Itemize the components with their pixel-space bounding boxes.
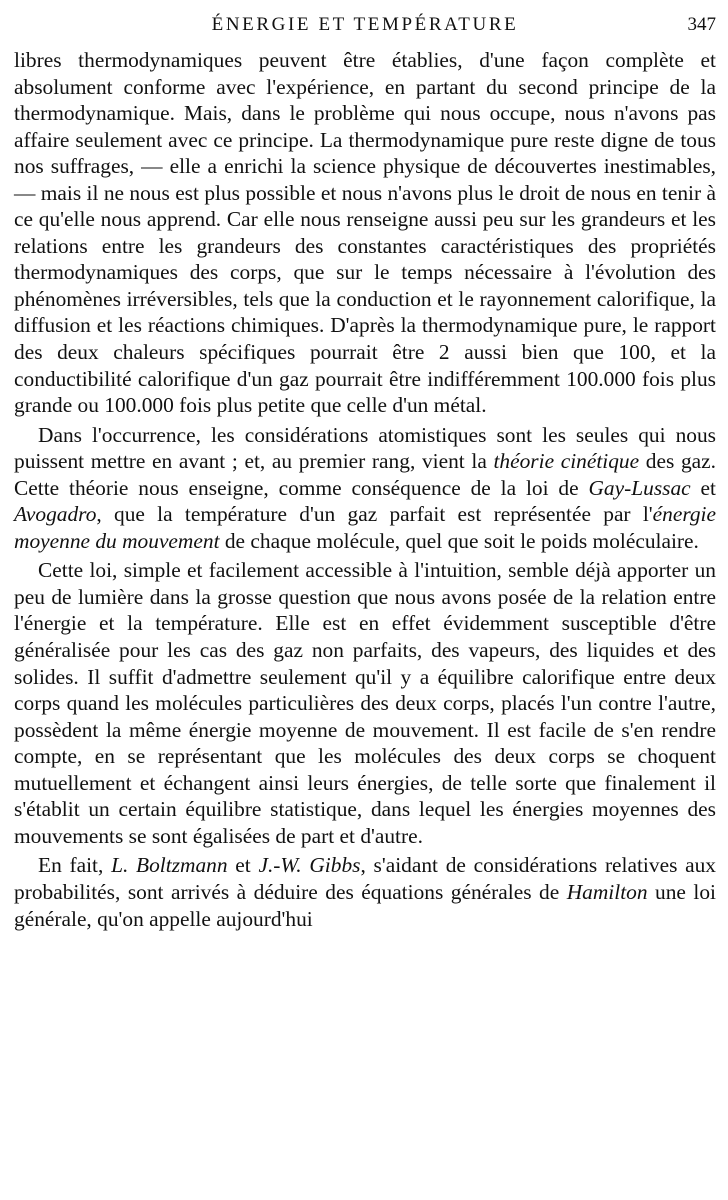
text-span: , s'aidant de considérations relatives aux probabilités, sont arrivés à déduire des équations générales de	[14, 853, 717, 904]
paragraph-equilibrium	[14, 557, 716, 849]
author-name: Gay-Lussac	[588, 475, 691, 500]
author-name: Hamilton	[566, 879, 648, 904]
body-text	[14, 47, 716, 932]
text-span: En fait,	[38, 853, 112, 878]
text-span: libres thermodynamiques peuvent être établies, d'une façon complète et absolument conforme avec l'expérience, en partant du second principe de la thermodynamique. Mais, dans le problème qui nous occupe, nous n'avons pas affaire seulement avec ce principe. La thermodynamique pure reste digne de tous nos suffrages, — elle a enrichi la science physique de découvertes inestimables, — mais il ne nous est plus possible et nous n'avons plus le droit de nous en tenir à ce qu'elle nous apprend. Car elle nous renseigne aussi peu sur les grandeurs et les relations entre les grandeurs des constantes caractéristiques des propriétés thermodynamiques des corps, que sur le temps nécessaire à l'évolution des phénomènes irréversibles, tels que la conduction et le rayonnement calorifique, la diffusion et les réactions chimiques. D'après la thermodynamique pure, le rapport des deux chaleurs spécifiques pourrait être 2 aussi bien que 100, et la conductibilité calorifique d'un gaz pourrait être indifféremment 100.000 fois plus grande ou 100.000 fois plus petite que celle d'un métal.	[14, 48, 716, 418]
text-span: de chaque molécule, quel que soit le poids moléculaire.	[219, 528, 699, 553]
paragraph-continued	[14, 47, 716, 419]
paragraph-boltzmann-gibbs	[14, 852, 716, 932]
book-page	[14, 0, 716, 1200]
text-span: une loi générale, qu'on appelle aujourd'hui	[14, 879, 716, 931]
page-number: 347	[687, 14, 716, 35]
author-name: L. Boltzmann	[111, 853, 228, 878]
italic-term: théorie cinétique	[493, 449, 640, 474]
paragraph-atomistic-theory	[14, 422, 716, 555]
text-span: Dans l'occurrence, les considérations atomistiques sont les seules qui nous puissent mettre en avant ; et, au premier rang, vient la	[14, 422, 716, 474]
italic-term: énergie moyenne du mouvement	[14, 502, 716, 553]
author-name: J.-W. Gibbs	[258, 853, 361, 878]
author-name: Avogadro	[14, 502, 97, 527]
text-span: , que la température d'un gaz parfait est représentée par l'	[96, 502, 653, 527]
running-title: ÉNERGIE ET TEMPÉRATURE	[211, 14, 519, 35]
text-span: des gaz. Cette théorie nous enseigne, comme conséquence de la loi de	[14, 449, 716, 500]
page-header	[14, 0, 716, 40]
text-span: Cette loi, simple et facilement accessible à l'intuition, semble déjà apporter un peu de lumière dans la grosse question que nous avons posée de la relation entre l'énergie et la température. Elle est en effet évidemment susceptible d'être généralisée pour les cas des gaz non parfaits, des vapeurs, des liquides et des solides. Il suffit d'admettre seulement qu'il y a équilibre calorifique entre deux corps quand les molécules particulières des deux corps, placés l'un contre l'autre, possèdent la même énergie moyenne de mouvement. Il est facile de s'en rendre compte, en se représentant que les molécules des deux corps se choquent mutuellement et échangent ainsi leurs énergies, de telle sorte que finalement il s'établit un certain équilibre statistique, dans lequel les énergies moyennes des mouvements se sont égalisées de part et d'autre.	[14, 558, 716, 848]
text-span: et	[227, 853, 259, 878]
text-span: et	[690, 475, 716, 500]
